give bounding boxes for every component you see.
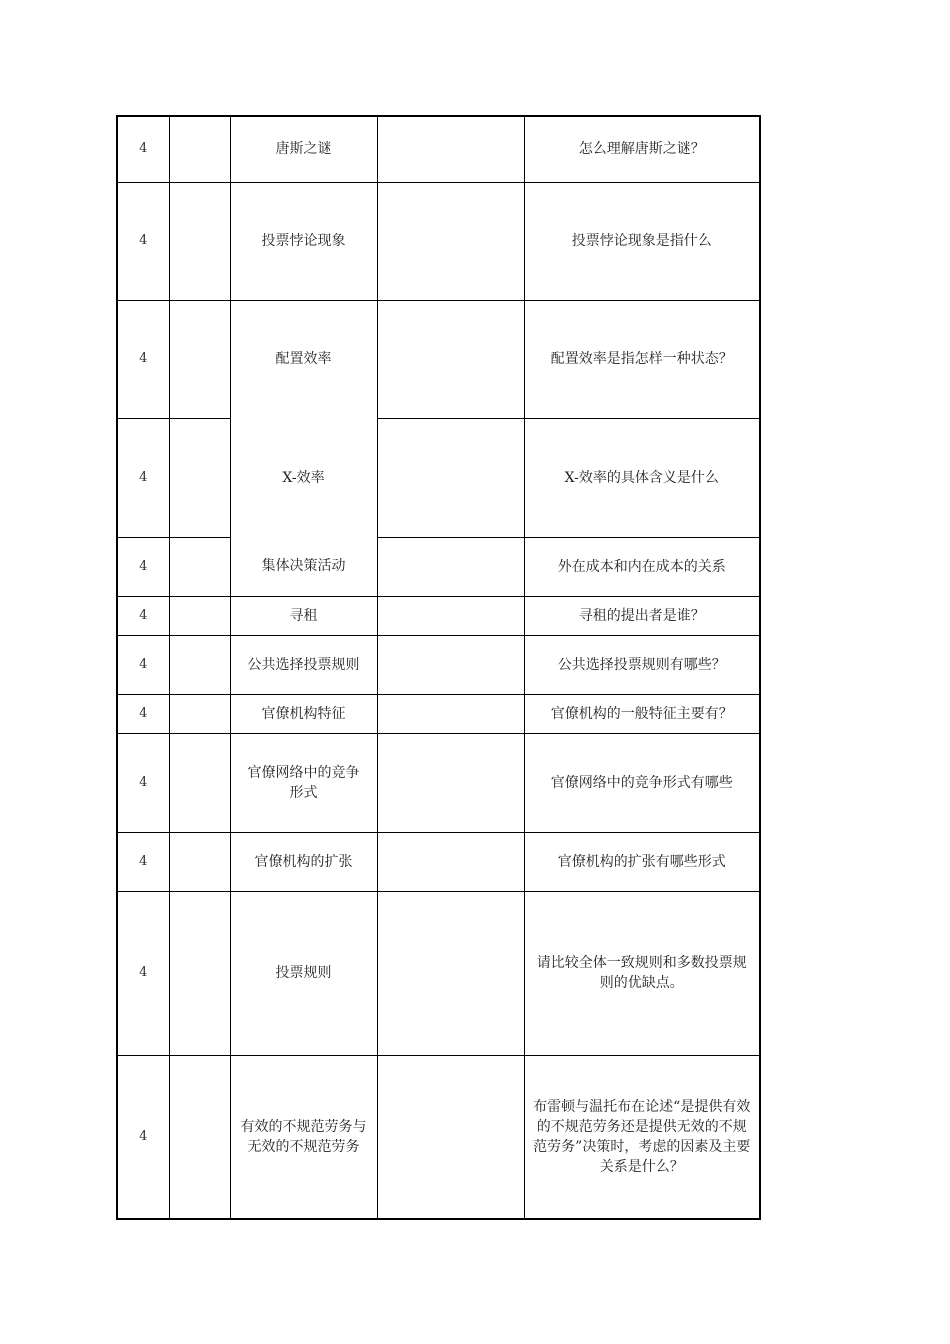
question-cell: 官僚机构的一般特征主要有？ bbox=[524, 694, 760, 733]
term-cell: 公共选择投票规则 bbox=[230, 635, 377, 694]
question-cell: 怎么理解唐斯之谜？ bbox=[524, 116, 760, 182]
level-cell: 4 bbox=[117, 537, 169, 596]
table-row bbox=[117, 300, 760, 418]
empty-cell bbox=[169, 694, 230, 733]
empty-cell bbox=[169, 832, 230, 891]
term-cell: 集体决策活动 bbox=[230, 537, 377, 596]
term-cell: 官僚机构的扩张 bbox=[230, 832, 377, 891]
question-cell: 寻租的提出者是谁？ bbox=[524, 596, 760, 635]
table-row bbox=[117, 832, 760, 891]
empty-cell bbox=[169, 537, 230, 596]
empty-cell bbox=[377, 596, 524, 635]
term-cell: 配置效率 bbox=[230, 300, 377, 418]
empty-cell bbox=[169, 733, 230, 832]
level-cell: 4 bbox=[117, 891, 169, 1055]
term-cell: 投票规则 bbox=[230, 891, 377, 1055]
empty-cell bbox=[169, 596, 230, 635]
question-cell: 官僚网络中的竞争形式有哪些 bbox=[524, 733, 760, 832]
question-cell: 外在成本和内在成本的关系 bbox=[524, 537, 760, 596]
question-table bbox=[116, 115, 761, 1220]
level-cell: 4 bbox=[117, 635, 169, 694]
level-cell: 4 bbox=[117, 596, 169, 635]
level-cell: 4 bbox=[117, 694, 169, 733]
level-cell: 4 bbox=[117, 418, 169, 537]
empty-cell bbox=[377, 537, 524, 596]
empty-cell bbox=[377, 891, 524, 1055]
empty-cell bbox=[169, 1055, 230, 1219]
level-cell: 4 bbox=[117, 733, 169, 832]
empty-cell bbox=[169, 635, 230, 694]
empty-cell bbox=[377, 635, 524, 694]
table-row bbox=[117, 635, 760, 694]
question-cell: 配置效率是指怎样一种状态？ bbox=[524, 300, 760, 418]
empty-cell bbox=[169, 182, 230, 300]
term-cell: X-效率 bbox=[230, 418, 377, 537]
empty-cell bbox=[377, 1055, 524, 1219]
empty-cell bbox=[169, 891, 230, 1055]
question-cell: 公共选择投票规则有哪些？ bbox=[524, 635, 760, 694]
table-row bbox=[117, 694, 760, 733]
table-row bbox=[117, 418, 760, 537]
empty-cell bbox=[169, 116, 230, 182]
empty-cell bbox=[377, 116, 524, 182]
empty-cell bbox=[377, 418, 524, 537]
term-cell: 有效的不规范劳务与无效的不规范劳务 bbox=[230, 1055, 377, 1219]
table-row bbox=[117, 596, 760, 635]
empty-cell bbox=[377, 733, 524, 832]
table-row bbox=[117, 537, 760, 596]
empty-cell bbox=[169, 300, 230, 418]
term-cell: 投票悖论现象 bbox=[230, 182, 377, 300]
term-cell: 唐斯之谜 bbox=[230, 116, 377, 182]
table-row bbox=[117, 1055, 760, 1219]
question-cell: 官僚机构的扩张有哪些形式 bbox=[524, 832, 760, 891]
empty-cell bbox=[377, 182, 524, 300]
empty-cell bbox=[377, 832, 524, 891]
term-cell: 官僚机构特征 bbox=[230, 694, 377, 733]
table-row bbox=[117, 182, 760, 300]
level-cell: 4 bbox=[117, 116, 169, 182]
level-cell: 4 bbox=[117, 832, 169, 891]
table-row bbox=[117, 116, 760, 182]
question-cell: 请比较全体一致规则和多数投票规则的优缺点。 bbox=[524, 891, 760, 1055]
term-cell: 官僚网络中的竞争形式 bbox=[230, 733, 377, 832]
empty-cell bbox=[169, 418, 230, 537]
level-cell: 4 bbox=[117, 182, 169, 300]
term-cell: 寻租 bbox=[230, 596, 377, 635]
empty-cell bbox=[377, 694, 524, 733]
question-cell: 投票悖论现象是指什么 bbox=[524, 182, 760, 300]
level-cell: 4 bbox=[117, 300, 169, 418]
level-cell: 4 bbox=[117, 1055, 169, 1219]
table-row bbox=[117, 891, 760, 1055]
table-row bbox=[117, 733, 760, 832]
question-cell: 布雷顿与温托布在论述“是提供有效的不规范劳务还是提供无效的不规范劳务”决策时，考虑的因素及主要关系是什么？ bbox=[524, 1055, 760, 1219]
question-cell: X-效率的具体含义是什么 bbox=[524, 418, 760, 537]
empty-cell bbox=[377, 300, 524, 418]
